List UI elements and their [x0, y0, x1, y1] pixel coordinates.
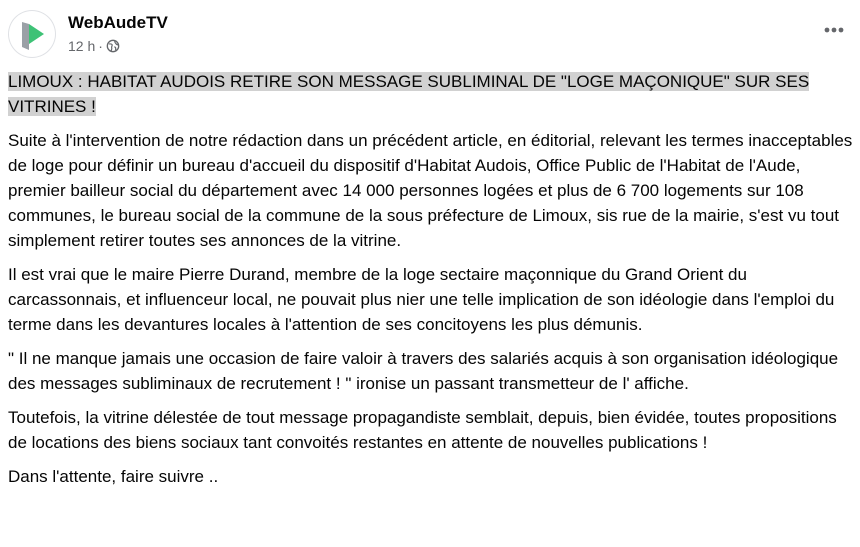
- paragraph: Suite à l'intervention de notre rédaction dans un précédent article, en éditorial, relevant les termes inacceptables de loge pour définir un bureau d'accueil du dispositif d'Habitat Audois, Office Public de l'Habitat de l'Aude, premier bailleur social du département avec 14 000 personnes logées et plus de 6 700 logements sur 108 communes, le bureau social de la commune de la sous préfecture de Limoux, sis rue de la mairie, s'est vu tout simplement retirer toutes ses annonces de la vitrine.: [8, 131, 853, 250]
- paragraph: Il est vrai que le maire Pierre Durand, membre de la loge sectaire maçonnique du Grand Orient du carcassonnais, et influenceur local, ne pouvait plus nier une telle implication de son idéologie dans l'emploi du terme dans les devantures locales à l'attention de ses concitoyens les plus démunis.: [8, 265, 835, 334]
- avatar[interactable]: [8, 10, 56, 58]
- paragraph: Dans l'attente, faire suivre ..: [8, 467, 219, 486]
- post-time[interactable]: 12 h: [68, 38, 96, 54]
- author-name[interactable]: WebAudeTV: [68, 13, 168, 32]
- headline-text: LIMOUX : HABITAT AUDOIS RETIRE SON MESSAGE SUBLIMINAL DE "LOGE MAÇONIQUE" SUR SES VITRINES !: [8, 72, 810, 116]
- post-meta: [68, 38, 120, 54]
- paragraph: " Il ne manque jamais une occasion de faire valoir à travers des salariés acquis à son organisation idéologique des messages subliminaux de recrutement ! " ironise un passant transmetteur de l' affiche.: [8, 349, 839, 393]
- post-body: [8, 128, 853, 498]
- webaudetv-logo-icon: [8, 10, 56, 58]
- globe-icon[interactable]: [106, 39, 120, 53]
- post-header: [8, 10, 848, 60]
- meta-separator: ·: [98, 38, 103, 54]
- more-options-icon: [820, 18, 848, 42]
- more-options-button[interactable]: [820, 18, 848, 42]
- paragraph: Toutefois, la vitrine délestée de tout message propagandiste semblait, depuis, bien évidée, toutes propositions de locations des biens sociaux tant convoités restantes en attente de nouvelles publications !: [8, 408, 837, 452]
- post-headline: [8, 69, 823, 119]
